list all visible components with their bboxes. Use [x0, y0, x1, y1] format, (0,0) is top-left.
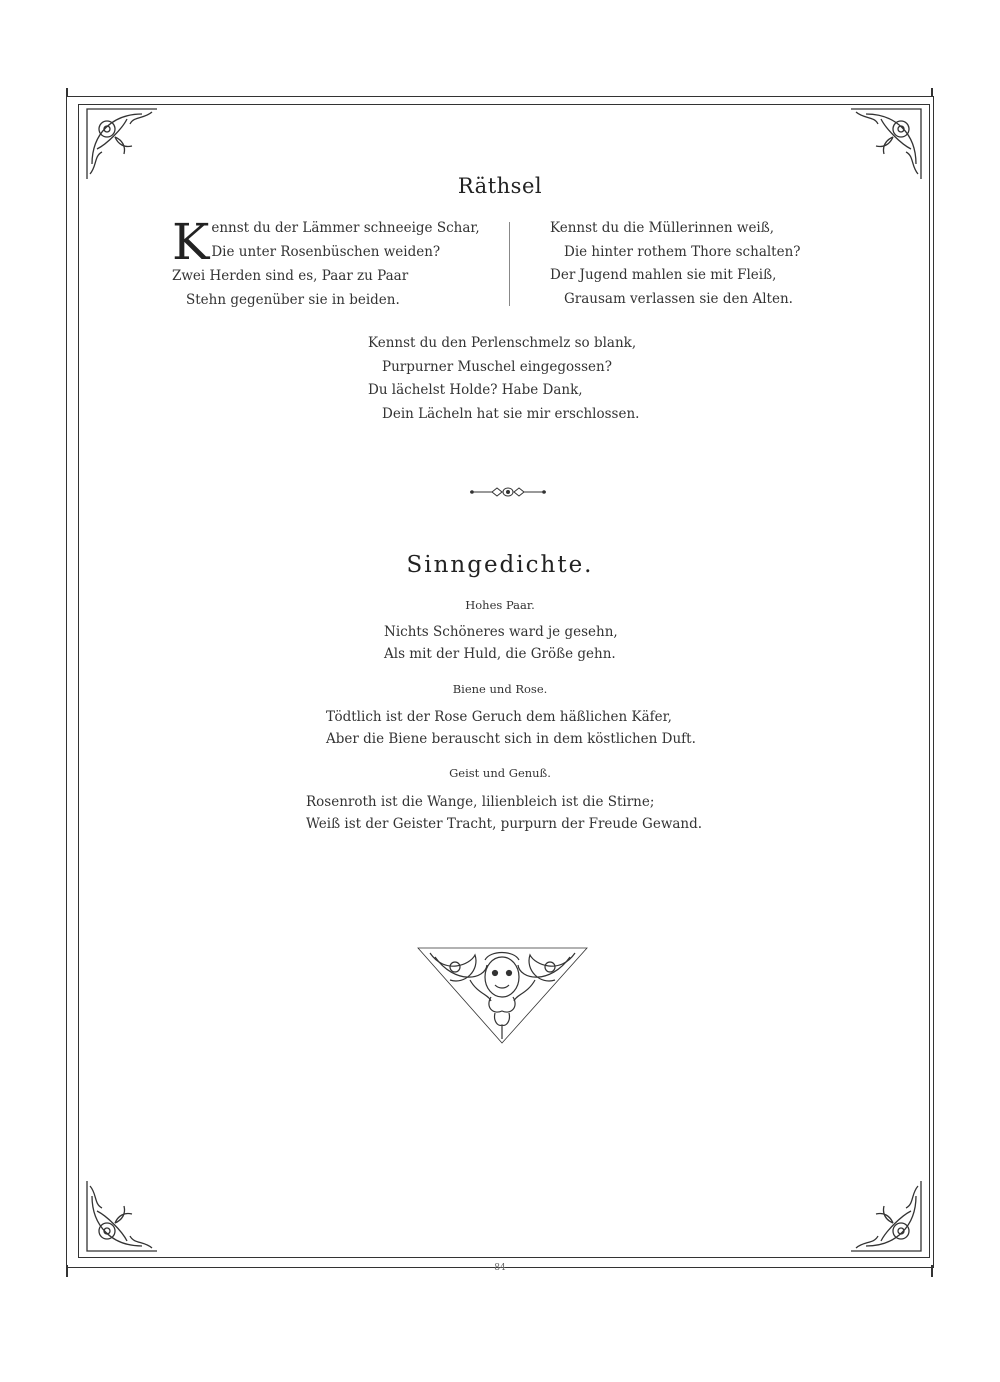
- poem-couplet: [384, 621, 618, 665]
- verse-line: Dein Lächeln hat sie mir erschlossen.: [382, 405, 640, 422]
- column-divider: [509, 222, 510, 306]
- poem-couplet: [326, 706, 696, 750]
- verse-line: Aber die Biene berauscht sich in dem köstlichen Duft.: [326, 731, 696, 747]
- corner-ornament-bottom-right-icon: [846, 1176, 926, 1256]
- drop-cap-initial: K: [172, 213, 210, 271]
- verse-line: Zwei Herden sind es, Paar zu Paar: [172, 268, 409, 284]
- corner-ornament-top-left-icon: [82, 104, 162, 184]
- verse-line: Stehn gegenüber sie in beiden.: [186, 291, 400, 308]
- verse-line: Grausam verlassen sie den Alten.: [564, 290, 793, 307]
- verse-line: ennst du der Lämmer schneeige Schar,: [211, 220, 480, 236]
- verse-line: Purpurner Muschel eingegossen?: [382, 358, 612, 375]
- corner-ornament-top-right-icon: [846, 104, 926, 184]
- page-number: 84: [494, 1263, 506, 1273]
- verse-line: Nichts Schöneres ward je gesehn,: [384, 624, 618, 640]
- poem-heading: Geist und Genuß.: [449, 766, 551, 780]
- verse-line: Die unter Rosenbüschen weiden?: [211, 243, 441, 260]
- verse-line: Rosenroth ist die Wange, lilienbleich ist die Stirne;: [306, 794, 655, 810]
- verse-line: Du lächelst Holde? Habe Dank,: [368, 382, 583, 398]
- border-extension-top-right: [931, 88, 933, 97]
- border-extension-top-left: [66, 88, 68, 97]
- section-divider-ornament-icon: [470, 484, 546, 500]
- sinngedichte-title: Sinngedichte.: [406, 552, 594, 578]
- raethsel-title: Räthsel: [457, 174, 543, 198]
- mascaron-vignette-icon: [415, 945, 590, 1045]
- verse-line: Kennst du die Müllerinnen weiß,: [550, 220, 775, 236]
- verse-line: Die hinter rothem Thore schalten?: [564, 243, 801, 260]
- verse-line: Weiß ist der Geister Tracht, purpurn der Freude Gewand.: [306, 816, 703, 832]
- verse-line: Tödtlich ist der Rose Geruch dem häßlichen Käfer,: [326, 709, 672, 725]
- raethsel-stanza-2: [550, 217, 801, 311]
- poem-heading: Biene und Rose.: [452, 682, 548, 696]
- verse-line: Der Jugend mahlen sie mit Fleiß,: [550, 267, 777, 283]
- raethsel-stanza-1: [172, 213, 480, 312]
- verse-line: Als mit der Huld, die Größe gehn.: [384, 646, 616, 662]
- poem-heading: Hohes Paar.: [465, 598, 535, 612]
- corner-ornament-bottom-left-icon: [82, 1176, 162, 1256]
- raethsel-stanza-3: [368, 332, 639, 426]
- poem-couplet: [306, 791, 702, 835]
- verse-line: Kennst du den Perlenschmelz so blank,: [368, 335, 637, 351]
